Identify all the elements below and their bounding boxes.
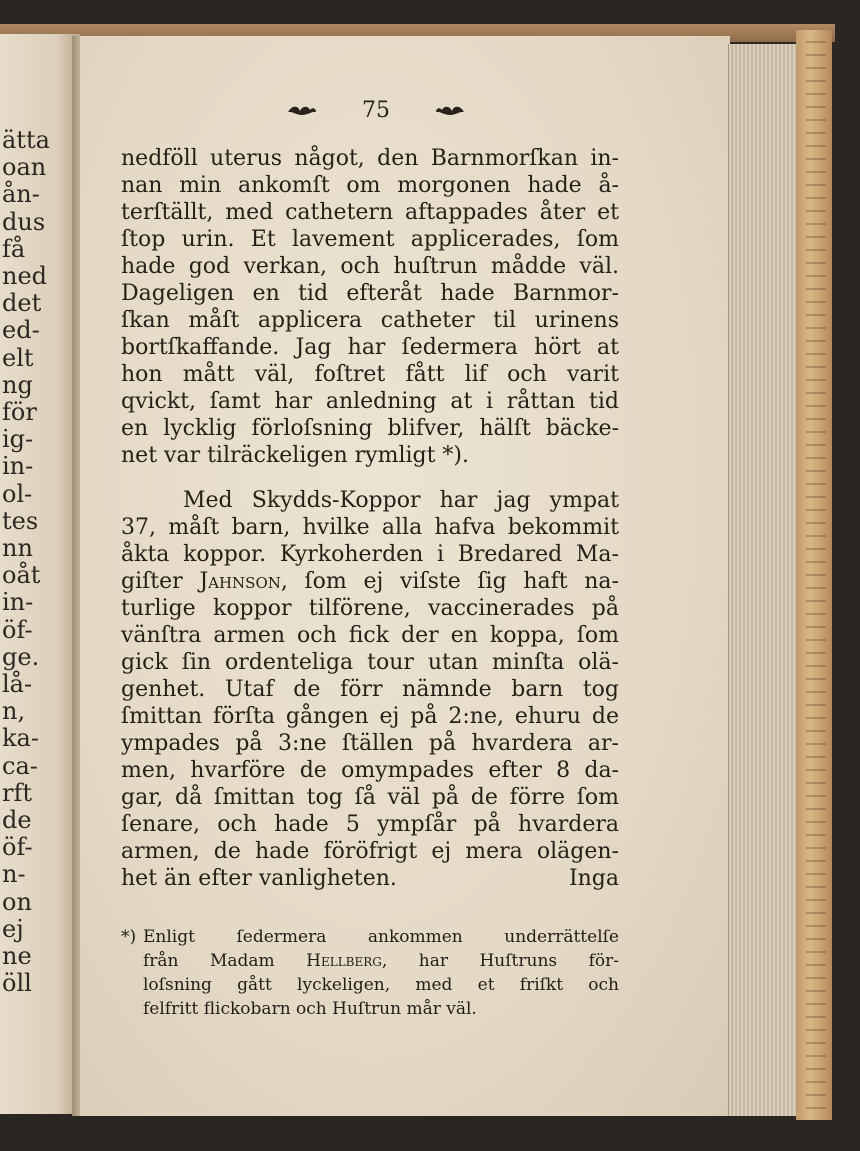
left-page-fragment: ne bbox=[2, 942, 32, 970]
footnote-marker: *) bbox=[121, 927, 137, 947]
left-page bbox=[0, 34, 80, 1114]
left-page-fragment: nn bbox=[2, 534, 33, 562]
text-line: het än efter vanligheten. Inga bbox=[121, 866, 619, 891]
left-page-fragment: rft bbox=[2, 778, 32, 807]
text-line: hade god verkan, och huſtrun mådde väl. bbox=[121, 254, 619, 279]
footnote-line: Enligt ſedermera ankommen underrättelſe bbox=[143, 927, 619, 947]
left-page-fragment: de bbox=[2, 806, 32, 834]
text-line: Dageligen en tid efteråt hade Barnmor- bbox=[121, 281, 619, 306]
text-line: Med Skydds-Koppor har jag ympat bbox=[183, 488, 619, 513]
page-edges bbox=[728, 44, 799, 1116]
text-line: bortſkaffande. Jag har ſedermera hört at bbox=[121, 335, 619, 360]
left-page-fragment: in- bbox=[2, 452, 34, 481]
text-line: terſtällt, med cathetern aftappades åter et bbox=[121, 200, 619, 225]
page-number: 75 bbox=[362, 98, 390, 123]
person-name: Hellberg bbox=[306, 951, 382, 971]
left-page-fragment: oan bbox=[2, 153, 47, 182]
text-line: genhet. Utaf de förr nämnde barn tog bbox=[121, 677, 619, 702]
left-page-fragment: ed- bbox=[2, 316, 40, 345]
text-line: ympades på 3:ne ſtällen på hvardera ar- bbox=[121, 731, 619, 756]
text-line: ſmittan förſta gången ej på 2:ne, ehuru de bbox=[121, 704, 619, 729]
left-page-fragment: ned bbox=[2, 262, 48, 290]
left-page-fragment: tes bbox=[2, 506, 39, 535]
text-line: nan min ankomſt om morgonen hade å- bbox=[121, 173, 619, 198]
text-line: vänſtra armen och fick der en koppa, ſom bbox=[121, 623, 619, 648]
text-line: åkta koppor. Kyrkoherden i Bredared Ma- bbox=[121, 542, 619, 567]
text-line: turlige koppor tilförene, vaccinerades på bbox=[121, 596, 619, 621]
left-page-fragment: elt bbox=[2, 343, 34, 372]
left-page-fragment: för bbox=[2, 398, 37, 426]
text-line: nedföll uterus något, den Barnmorſkan in- bbox=[121, 146, 619, 171]
person-name: Jahnson bbox=[199, 569, 281, 594]
footnote-line: felfritt flickobarn och Huſtrun mår väl. bbox=[143, 999, 477, 1019]
left-page-fragment: ig- bbox=[2, 425, 34, 454]
text-line: men, hvarföre de omympades efter 8 da- bbox=[121, 758, 619, 783]
left-page-fragment: oåt bbox=[2, 561, 41, 590]
left-page-fragment: on bbox=[2, 887, 32, 916]
text-line: armen, de hade föröfrigt ej mera olägen- bbox=[121, 839, 619, 864]
floral-ornament-icon bbox=[286, 103, 318, 119]
text-line: ſkan måſt applicera catheter til urinens bbox=[121, 308, 619, 333]
left-page-fragment: öf- bbox=[2, 833, 33, 862]
left-page-fragment: ge. bbox=[2, 642, 40, 671]
text-line: giſter Jahnson, ſom ej viſste ſig haft na- bbox=[121, 569, 619, 594]
left-page-fragment: få bbox=[2, 234, 26, 263]
text-line: gar, då ſmittan tog ſå väl på de förre ſom bbox=[121, 785, 619, 810]
page-header bbox=[266, 96, 486, 126]
floral-ornament-icon bbox=[434, 103, 466, 119]
text-line: ſenare, och hade 5 ympſår på hvardera bbox=[121, 812, 619, 837]
left-page-fragment: in- bbox=[2, 588, 34, 617]
left-page-fragment: ol- bbox=[2, 479, 33, 508]
left-page-fragment: n- bbox=[2, 860, 26, 889]
catchword: Inga bbox=[568, 866, 619, 891]
text-line: net var tilräckeligen rymligt *). bbox=[121, 443, 470, 468]
left-page-fragment: ca- bbox=[2, 751, 38, 780]
footnote-line: loſsning gått lyckeligen, med et friſkt och bbox=[143, 975, 619, 995]
left-page-fragment: ån- bbox=[2, 180, 40, 209]
text-line: ſtop urin. Et lavement applicerades, ſom bbox=[121, 227, 619, 252]
text-line: 37, måſt barn, hvilke alla hafva bekommit bbox=[121, 515, 619, 540]
text-line: en lycklig förloſsning blifver, hälſt bäcke- bbox=[121, 416, 619, 441]
text-line: qvickt, ſamt har anledning at i råttan tid bbox=[121, 389, 619, 414]
left-page-fragment: ätta bbox=[2, 126, 50, 154]
text-line: gick ſin ordenteliga tour utan minſta olä- bbox=[121, 650, 619, 675]
left-page-fragment: n, bbox=[2, 697, 26, 726]
text-line: hon mått väl, foſtret fått lif och varit bbox=[121, 362, 619, 387]
left-page-fragment: det bbox=[2, 289, 42, 318]
left-page-fragment: ka- bbox=[2, 724, 39, 753]
left-page-fragment: ng bbox=[2, 370, 33, 399]
left-page-fragment: öf- bbox=[2, 615, 33, 644]
book-cover-right bbox=[796, 30, 832, 1120]
left-page-fragment: lå- bbox=[2, 670, 33, 698]
footnote-line: från Madam Hellberg, har Huſtruns för- bbox=[143, 951, 619, 971]
left-page-fragment: öll bbox=[2, 969, 32, 998]
left-page-fragment: dus bbox=[2, 207, 46, 236]
left-page-fragment: ej bbox=[2, 914, 24, 943]
